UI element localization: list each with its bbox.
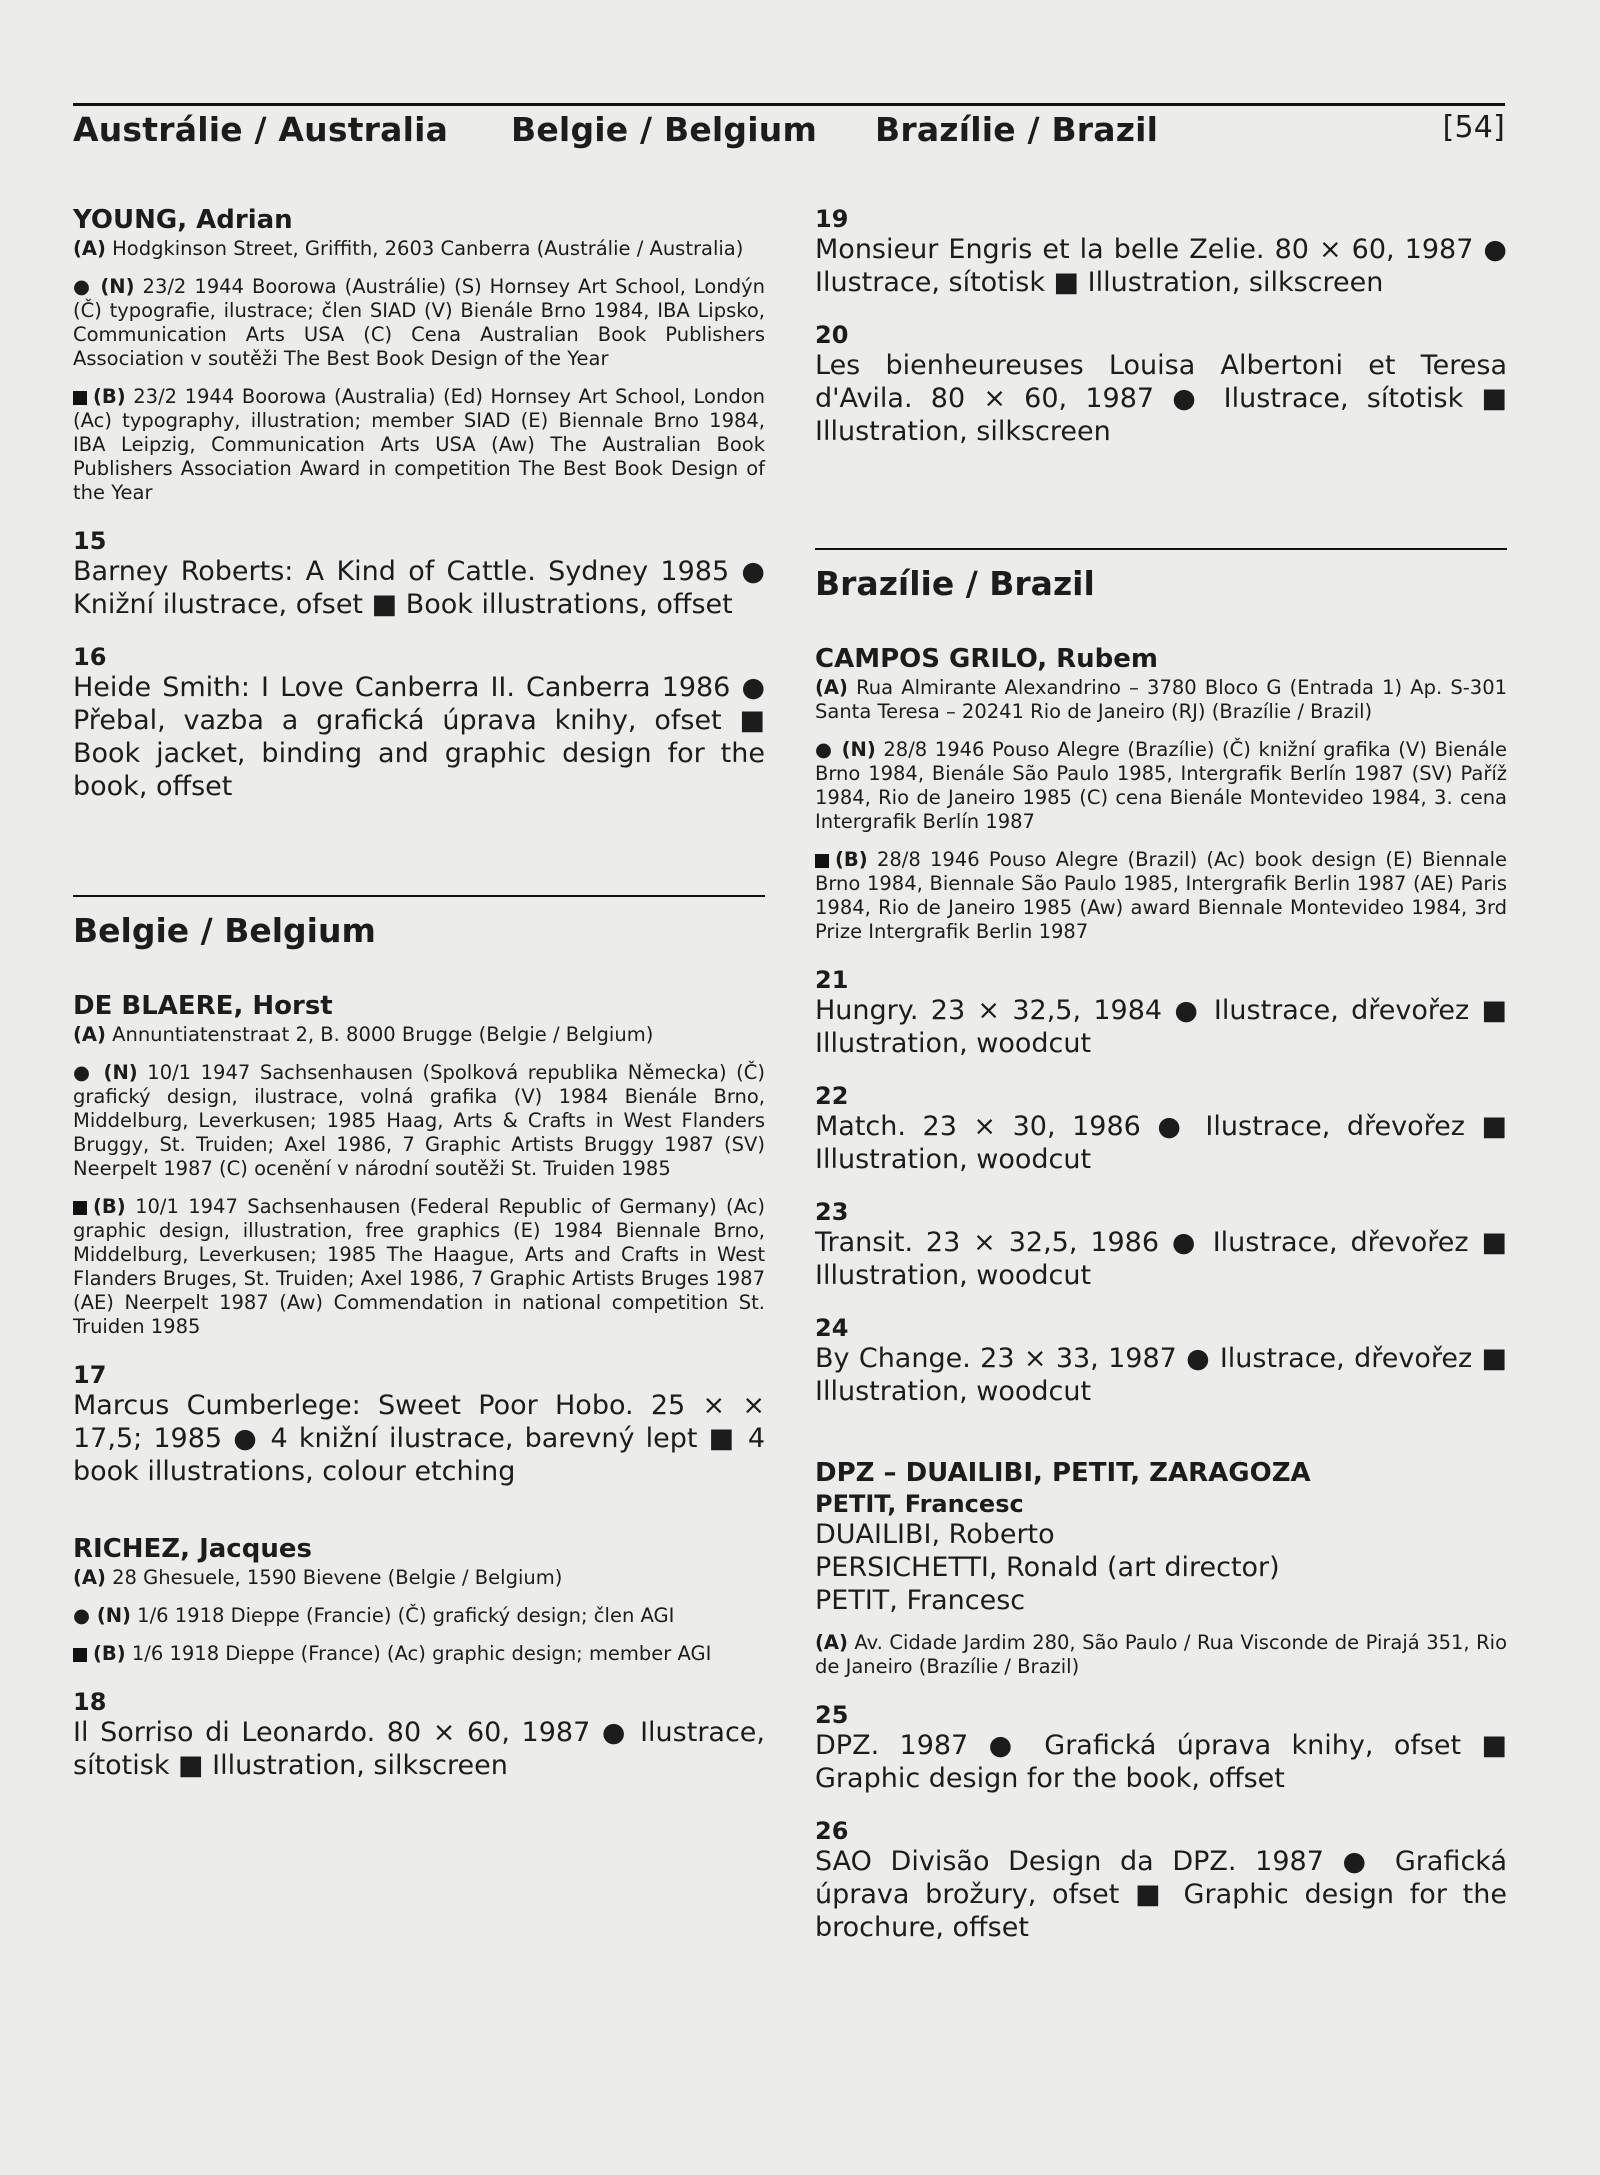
studio-subname: PETIT, Francesc bbox=[815, 1490, 1024, 1518]
work-entry: Marcus Cumberlege: Sweet Poor Hobo. 25 × × 17,5; 1985 ● 4 knižní ilustrace, barevný lept ■ 4 book illustrations, colour etching bbox=[73, 1390, 765, 1487]
work-number: 18 bbox=[73, 1688, 107, 1716]
artist-bio-en: (B) 23/2 1944 Boorowa (Australia) (Ed) Hornsey Art School, London (Ac) typography, illustration; member SIAD (E) Biennale Brno 1984, IBA Leipzig, Communication Arts USA (Aw) The Australian Book Publishers Association Award in competition The Best Book Design of the Year bbox=[73, 385, 765, 504]
work-number: 24 bbox=[815, 1314, 849, 1342]
work-entry: Hungry. 23 × 32,5, 1984 ● Ilustrace, dřevořez ■ Illustration, woodcut bbox=[815, 995, 1507, 1059]
work-entry: DPZ. 1987 ● Grafická úprava knihy, ofset ■ Graphic design for the book, offset bbox=[815, 1730, 1507, 1794]
left-column bbox=[73, 205, 765, 1782]
work-number: 20 bbox=[815, 321, 849, 349]
work-entry: Transit. 23 × 32,5, 1986 ● Ilustrace, dřevořez ■ Illustration, woodcut bbox=[815, 1227, 1507, 1291]
artist-address: (A) Rua Almirante Alexandrino – 3780 Bloco G (Entrada 1) Ap. S-301 Santa Teresa – 20241 Rio de Janeiro (RJ) (Brazílie / Brazil) bbox=[815, 676, 1508, 723]
work-number: 17 bbox=[73, 1361, 107, 1389]
work-entry: Match. 23 × 30, 1986 ● Ilustrace, dřevořez ■ Illustration, woodcut bbox=[815, 1111, 1507, 1175]
work-number: 21 bbox=[815, 966, 849, 994]
header-brazil: Brazílie / Brazil bbox=[875, 110, 1159, 149]
artist-name: RICHEZ, Jacques bbox=[73, 1534, 312, 1564]
artist-name: CAMPOS GRILO, Rubem bbox=[815, 644, 1159, 674]
artist-bio-cz: ● (N) 1/6 1918 Dieppe (Francie) (Č) grafický design; člen AGI bbox=[73, 1604, 675, 1627]
work-entry: By Change. 23 × 33, 1987 ● Ilustrace, dřevořez ■ Illustration, woodcut bbox=[815, 1343, 1507, 1407]
artist-bio-en: (B) 28/8 1946 Pouso Alegre (Brazil) (Ac) book design (E) Biennale Brno 1984, Biennale São Paulo 1985, Intergrafik Berlin 1987 (AE) Paris 1984, Rio de Janeiro 1985 (Aw) award Biennale Montevideo 1984, 3rd Prize Intergrafik Berlin 1987 bbox=[815, 848, 1508, 943]
artist-bio-cz: ● (N) 28/8 1946 Pouso Alegre (Brazílie) (Č) knižní grafika (V) Bienále Brno 1984, Bienále São Paulo 1985, Intergrafik Berlín 1987 (SV) Paříž 1984, Rio de Janeiro 1985 (C) cena Bienále Montevideo 1984, 3. cena Intergrafik Berlín 1987 bbox=[815, 738, 1507, 833]
right-column bbox=[815, 205, 1507, 1944]
work-number: 26 bbox=[815, 1817, 849, 1845]
studio-name: DPZ – DUAILIBI, PETIT, ZARAGOZA bbox=[815, 1458, 1311, 1488]
studio-person: PETIT, Francesc bbox=[815, 1585, 1026, 1616]
artist-address: (A) Hodgkinson Street, Griffith, 2603 Canberra (Austrálie / Australia) bbox=[73, 237, 744, 260]
running-header bbox=[73, 110, 1505, 158]
work-number: 23 bbox=[815, 1198, 849, 1226]
work-number: 16 bbox=[73, 643, 107, 671]
work-number: 22 bbox=[815, 1082, 849, 1110]
section-heading-brazil: Brazílie / Brazil bbox=[815, 548, 1507, 604]
artist-address: (A) 28 Ghesuele, 1590 Bievene (Belgie / Belgium) bbox=[73, 1566, 563, 1589]
studio-person: DUAILIBI, Roberto bbox=[815, 1519, 1055, 1550]
artist-name: YOUNG, Adrian bbox=[73, 205, 293, 235]
section-heading-belgium: Belgie / Belgium bbox=[73, 895, 765, 951]
artist-bio-en: (B) 10/1 1947 Sachsenhausen (Federal Republic of Germany) (Ac) graphic design, illustration, free graphics (E) 1984 Biennale Brno, Middelburg, Leverkusen; 1985 The Haague, Arts and Crafts in West Flanders Bruges, St. Truiden; Axel 1986, 7 Graphic Artists Bruges 1987 (AE) Neerpelt 1987 (Aw) Commendation in national competition St. Truiden 1985 bbox=[73, 1195, 765, 1338]
work-entry: Barney Roberts: A Kind of Cattle. Sydney 1985 ● Knižní ilustrace, ofset ■ Book illustrations, offset bbox=[73, 556, 765, 620]
page-number: [54] bbox=[1442, 110, 1505, 145]
work-entry: SAO Divisão Design da DPZ. 1987 ● Grafická úprava brožury, ofset ■ Graphic design for the brochure, offset bbox=[815, 1846, 1507, 1943]
work-entry: Il Sorriso di Leonardo. 80 × 60, 1987 ● Ilustrace, sítotisk ■ Illustration, silkscreen bbox=[73, 1717, 765, 1781]
artist-bio-en: (B) 1/6 1918 Dieppe (France) (Ac) graphic design; member AGI bbox=[73, 1642, 765, 1666]
studio-address: (A) Av. Cidade Jardim 280, São Paulo / Rua Visconde de Pirajá 351, Rio de Janeiro (Brazílie / Brazil) bbox=[815, 1631, 1508, 1678]
work-entry: Les bienheureuses Louisa Albertoni et Teresa d'Avila. 80 × 60, 1987 ● Ilustrace, sítotisk ■ Illustration, silkscreen bbox=[815, 350, 1507, 447]
artist-bio-cz: ● (N) 23/2 1944 Boorowa (Austrálie) (S) Hornsey Art School, Londýn (Č) typografie, ilustrace; člen SIAD (V) Bienále Brno 1984, IBA Lipsko, Communication Arts USA (C) Cena Australian Book Publishers Association v soutěži The Best Book Design of the Year bbox=[73, 275, 765, 370]
work-number: 15 bbox=[73, 527, 107, 555]
header-belgium: Belgie / Belgium bbox=[511, 110, 818, 149]
work-number: 25 bbox=[815, 1701, 849, 1729]
header-australia: Austrálie / Australia bbox=[73, 110, 449, 149]
work-entry: Monsieur Engris et la belle Zelie. 80 × 60, 1987 ● Ilustrace, sítotisk ■ Illustration, silkscreen bbox=[815, 234, 1507, 298]
work-entry: Heide Smith: I Love Canberra II. Canberra 1986 ● Přebal, vazba a grafická úprava knihy, ofset ■ Book jacket, binding and graphic design for the book, offset bbox=[73, 672, 765, 802]
work-number: 19 bbox=[815, 205, 849, 233]
artist-name: DE BLAERE, Horst bbox=[73, 991, 333, 1021]
artist-bio-cz: ● (N) 10/1 1947 Sachsenhausen (Spolková republika Německa) (Č) grafický design, ilustrace, volná grafika (V) 1984 Bienále Brno, Middelburg, Leverkusen; 1985 Haag, Arts & Crafts in West Flanders Bruggy, St. Truiden; Axel 1986, 7 Graphic Artists Bruggy 1987 (SV) Neerpelt 1987 (C) ocenění v národní soutěži St. Truiden 1985 bbox=[73, 1061, 766, 1180]
top-rule bbox=[73, 103, 1505, 106]
studio-person: PERSICHETTI, Ronald (art director) bbox=[815, 1552, 1280, 1583]
artist-address: (A) Annuntiatenstraat 2, B. 8000 Brugge (Belgie / Belgium) bbox=[73, 1023, 654, 1046]
